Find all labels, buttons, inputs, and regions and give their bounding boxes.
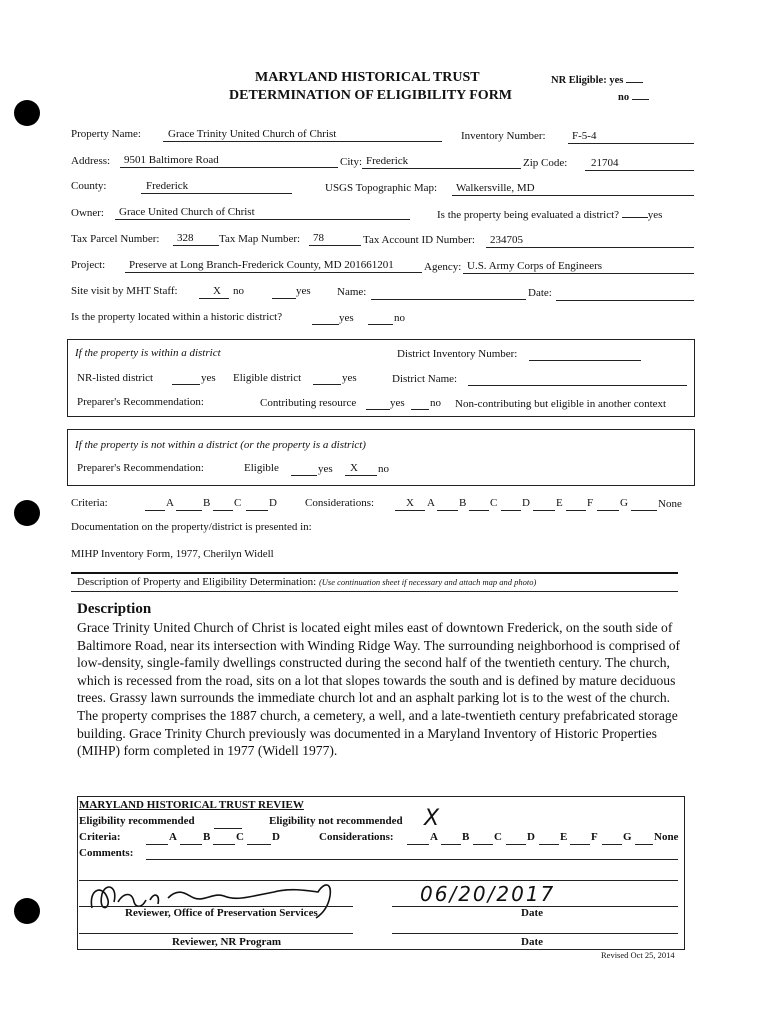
elig-not-recommended: Eligibility not recommended — [269, 815, 403, 827]
signature-date-handwritten: 06/20/2017 — [420, 882, 556, 906]
cons-f: F — [587, 497, 594, 509]
project-label: Project: — [71, 259, 106, 271]
tax-map-field[interactable]: 78 — [313, 232, 324, 244]
nr-listed-yes: yes — [201, 372, 216, 384]
zip-field[interactable]: 21704 — [591, 157, 619, 169]
review-crit-c: C — [236, 831, 244, 843]
tax-account-label: Tax Account ID Number: — [363, 234, 475, 246]
eligible-no: no — [378, 463, 389, 475]
not-recommended-mark[interactable]: X — [424, 806, 440, 831]
district-yes-blank[interactable] — [622, 217, 648, 218]
address-label: Address: — [71, 155, 111, 167]
nr-no-blank[interactable] — [632, 99, 649, 100]
cons-d: D — [522, 497, 530, 509]
address-field[interactable]: 9501 Baltimore Road — [124, 154, 219, 166]
review-crit-d: D — [272, 831, 280, 843]
review-date-label-1: Date — [521, 907, 543, 919]
owner-label: Owner: — [71, 207, 104, 219]
inventory-field[interactable]: F-5-4 — [572, 130, 597, 142]
site-visit-no: no — [233, 285, 244, 297]
cons-e: E — [556, 497, 563, 509]
punch-hole-middle — [14, 500, 40, 526]
review-cons-c: C — [494, 831, 502, 843]
eligible-district-yes: yes — [342, 372, 357, 384]
reviewer-ops-label: Reviewer, Office of Preservation Services — [125, 907, 318, 919]
site-date-label: Date: — [528, 287, 552, 299]
noncontributing-label: Non-contributing but eligible in another context — [455, 398, 667, 410]
eligible-label: Eligible — [244, 462, 279, 474]
revised-date: Revised Oct 25, 2014 — [601, 950, 675, 960]
district-inventory-label: District Inventory Number: — [397, 348, 518, 360]
criteria-b: B — [203, 497, 211, 509]
staff-name-label: Name: — [337, 286, 367, 298]
cons-none: None — [658, 498, 682, 510]
site-visit-label: Site visit by MHT Staff: — [71, 285, 178, 297]
description-label: Description of Property and Eligibility Determination: (Use continuation sheet if necessary and attach map and photo) — [77, 576, 537, 588]
usgs-label: USGS Topographic Map: — [325, 182, 438, 194]
usgs-field[interactable]: Walkersville, MD — [456, 182, 535, 194]
description-heading: Description — [77, 601, 152, 617]
historic-no: no — [394, 312, 405, 324]
review-title: MARYLAND HISTORICAL TRUST REVIEW — [79, 799, 304, 811]
property-name-field[interactable]: Grace Trinity United Church of Christ — [168, 128, 337, 140]
tax-map-label: Tax Map Number: — [219, 233, 301, 245]
contributing-no: no — [430, 397, 441, 409]
review-cons-a: A — [430, 831, 438, 843]
reviewer-nr-label: Reviewer, NR Program — [172, 936, 282, 948]
review-cons-f: F — [591, 831, 598, 843]
criteria-d: D — [269, 497, 277, 509]
contributing-label: Contributing resource — [260, 397, 357, 409]
cons-g: G — [620, 497, 628, 509]
comments-label: Comments: — [79, 847, 134, 859]
criteria-a: A — [166, 497, 174, 509]
review-cons-none: None — [654, 831, 679, 843]
tax-parcel-field[interactable]: 328 — [177, 232, 194, 244]
city-label: City: — [340, 156, 363, 168]
prep-rec-label-1: Preparer's Recommendation: — [77, 396, 204, 408]
description-text: Grace Trinity United Church of Christ is located eight miles east of downtown Frederick, on the south side of Baltimore Road, near its intersection with Winding Ridge Way. The surrounding neighborhood is comprised of low-density, single-family dwellings constructed during the second half of the twentieth century. The church, which is recessed from the road, sits on a lot that slopes towards the south and is defined by mature deciduous trees. Grassy lawn surrounds the immediate church lot and an asphalt parking lot is to the west of the church. The property comprises the 1887 church, a cemetery, a well, and a late-twentieth century prefabricated storage building. Grace Trinity Church previously was documented in a Maryland Inventory of Historic Properties (MIHP) form completed in 1977 (Widell 1977). — [77, 620, 681, 759]
punch-hole-top — [14, 100, 40, 126]
review-date-label-2: Date — [521, 936, 543, 948]
agency-field[interactable]: U.S. Army Corps of Engineers — [467, 260, 603, 272]
criteria-label: Criteria: — [71, 497, 108, 509]
historic-district-question: Is the property located within a historic district? — [71, 311, 283, 323]
review-criteria-label: Criteria: — [79, 831, 121, 843]
considerations-x[interactable]: X — [406, 497, 414, 509]
county-field[interactable]: Frederick — [146, 180, 189, 192]
county-label: County: — [71, 180, 107, 192]
form-title-line2: DETERMINATION OF ELIGIBILITY FORM — [229, 88, 513, 103]
form-title-line1: MARYLAND HISTORICAL TRUST — [255, 70, 480, 85]
property-name-label: Property Name: — [71, 128, 141, 140]
review-cons-g: G — [623, 831, 632, 843]
tax-parcel-label: Tax Parcel Number: — [71, 233, 160, 245]
review-cons-b: B — [462, 831, 470, 843]
tax-account-field[interactable]: 234705 — [490, 234, 523, 246]
nr-yes-blank[interactable] — [626, 82, 643, 83]
review-considerations-label: Considerations: — [319, 831, 394, 843]
district-question: Is the property being evaluated a district? yes — [437, 209, 663, 221]
not-within-district-box — [67, 429, 695, 486]
punch-hole-bottom — [14, 898, 40, 924]
district-inventory-field[interactable] — [529, 360, 641, 361]
historic-yes: yes — [339, 312, 354, 324]
review-cons-d: D — [527, 831, 535, 843]
criteria-c: C — [234, 497, 242, 509]
review-crit-a: A — [169, 831, 177, 843]
eligible-yes: yes — [318, 463, 333, 475]
elig-recommended: Eligibility recommended — [79, 815, 195, 827]
staff-name-field[interactable] — [371, 299, 526, 300]
prep-rec-label-2: Preparer's Recommendation: — [77, 462, 204, 474]
cons-a: A — [427, 497, 435, 509]
documentation-label: Documentation on the property/district is presented in: — [71, 521, 312, 533]
nr-eligible-no: no — [618, 92, 649, 103]
zip-label: Zip Code: — [523, 157, 568, 169]
inventory-label: Inventory Number: — [461, 130, 546, 142]
contributing-yes: yes — [390, 397, 405, 409]
site-visit-yes: yes — [296, 285, 311, 297]
district-name-label: District Name: — [392, 373, 458, 385]
documentation-value: MIHP Inventory Form, 1977, Cherilyn Widell — [71, 548, 274, 560]
city-field[interactable]: Frederick — [366, 155, 409, 167]
district-name-field[interactable] — [468, 385, 687, 386]
nr-listed-label: NR-listed district — [77, 372, 154, 384]
cons-b: B — [459, 497, 467, 509]
project-field[interactable]: Preserve at Long Branch-Frederick County, MD 201661201 — [129, 259, 394, 271]
considerations-label: Considerations: — [305, 497, 375, 509]
review-crit-b: B — [203, 831, 211, 843]
eligible-no-x[interactable]: X — [350, 462, 358, 474]
review-cons-e: E — [560, 831, 568, 843]
comments-line-1[interactable] — [146, 859, 678, 860]
cons-c: C — [490, 497, 498, 509]
agency-label: Agency: — [424, 261, 462, 273]
site-date-field[interactable] — [556, 300, 694, 301]
nr-eligible-yes: NR Eligible: yes — [551, 75, 643, 86]
site-visit-x[interactable]: X — [213, 285, 221, 297]
not-within-district-heading: If the property is not within a district (or the property is a district) — [75, 439, 366, 451]
within-district-heading: If the property is within a district — [75, 347, 221, 359]
eligible-district-label: Eligible district — [233, 372, 302, 384]
owner-field[interactable]: Grace United Church of Christ — [119, 206, 255, 218]
